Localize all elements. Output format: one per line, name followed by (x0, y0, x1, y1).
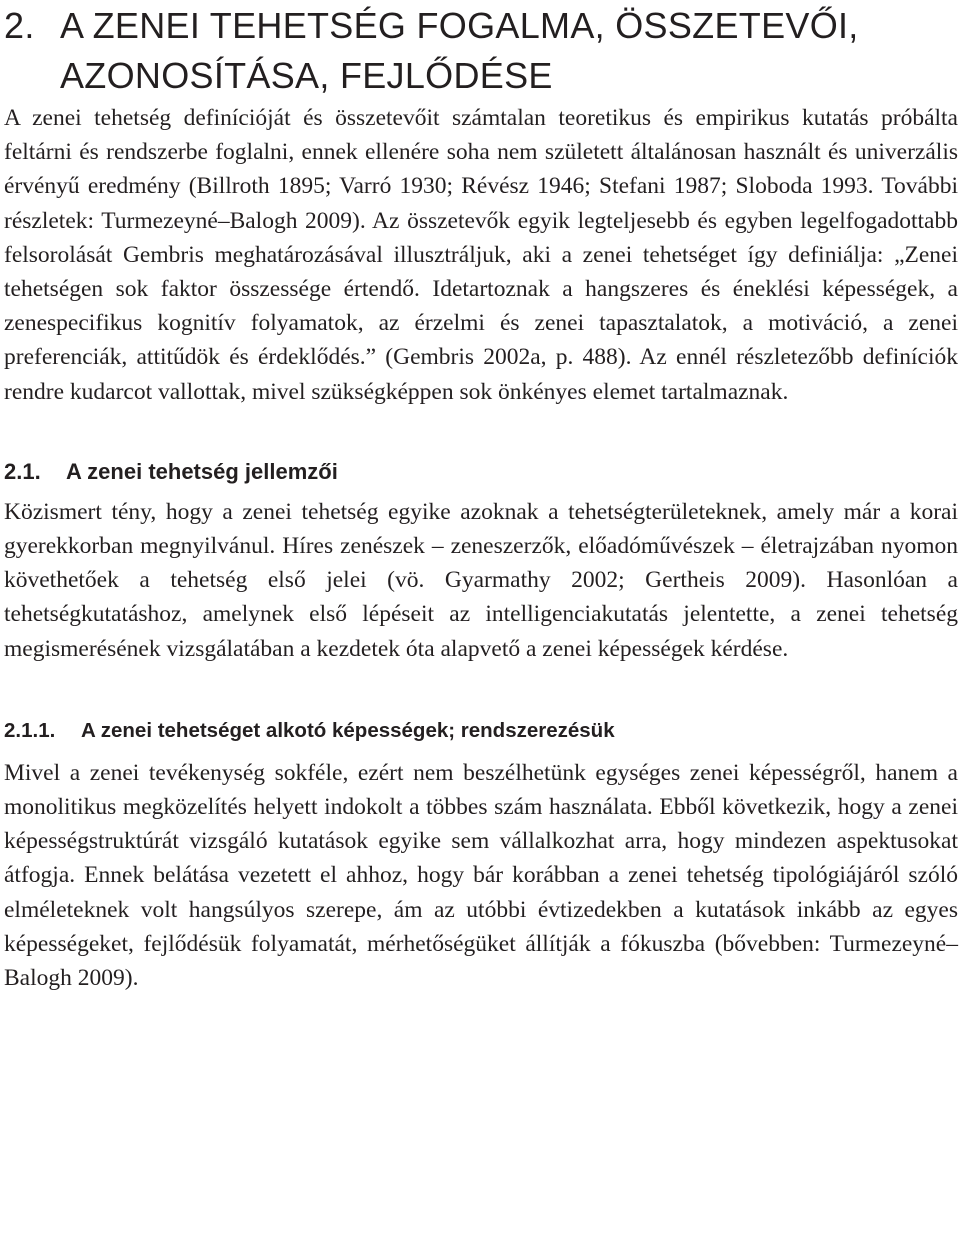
section-2-1-paragraph: Közismert tény, hogy a zenei tehetség egyike azoknak a tehetségterületeknek, amely már a korai gyerekkorban megnyilvánul. Híres zenészek – zeneszerzők, előadóművészek – életrajzában nyomon követhetőek a tehetség első jelei (vö. Gyarmathy 2002; Gertheis 2009). Hasonlóan a tehetségkutatáshoz, amelynek első lépéseit az intelligenciakutatás jelentette, a zenei tehetség megismerésének vizsgálatában a kezdetek óta alapvető a zenei képességek kérdése. (4, 498, 958, 662)
section-number: 2.1. (4, 458, 41, 484)
section-title: A zenei tehetség jellemzői (66, 458, 338, 484)
subsection-number: 2.1.1. (4, 718, 56, 742)
subsection-title: A zenei tehetséget alkotó képességek; rendszerezésük (81, 718, 615, 742)
section-heading-2-1 (4, 455, 958, 489)
intro-paragraph: A zenei tehetség definícióját és összetevőit számtalan teoretikus és empirikus kutatás próbálta feltárni és rendszerbe foglalni, ennek ellenére soha nem született általánosan használt és univerzális érvényű eredmény (Billroth 1895; Varró 1930; Révész 1946; Stefani 1987; Sloboda 1993. További részletek: Turmezeyné–Balogh 2009). Az összetevők egyik legteljesebb és egyben legelfogadottabb felsorolását Gembris meghatározásával illusztráljuk, aki a zenei tehetséget így definiálja: „Zenei tehetségen sok faktor összessége értendő. Idetartoznak a hangszeres és éneklési képességek, a zenespecifikus kognitív folyamatok, az érzelmi és zenei tapasztalatok, a motiváció, a zenei preferenciák, attitűdök és érdeklődés.” (Gembris 2002a, p. 488). Az ennél részletezőbb definíciók rendre kudarcot vallottak, mivel szükségképpen sok önkényes elemet tartalmaznak. (4, 105, 958, 405)
chapter-title (4, 0, 958, 101)
subsection-heading-2-1-1 (4, 714, 958, 748)
chapter-title-line-2: AZONOSÍTÁSA, FEJLŐDÉSE (60, 55, 553, 96)
chapter-number: 2. (4, 5, 35, 46)
book-page (4, 0, 958, 995)
section-2-1-1-paragraph: Mivel a zenei tevékenység sokféle, ezért nem beszélhetünk egységes zenei képességről, hanem a monolitikus megközelítés helyett indokolt a többes szám használata. Ebből következik, hogy a zenei képességstruktúrát vizsgáló kutatások egyike sem vállalkozhat arra, hogy mindezen aspektusokat átfogja. Ennek belátása vezetett el ahhoz, hogy bár korábban a zenei tehetség tipológiájáról szóló elméleteknek volt hangsúlyos szerepe, ám az utóbbi évtizedekben a kutatások inkább az egyes képességeket, fejlődésük folyamatát, mérhetőségüket állítják a fókuszba (bővebben: Turmezeyné–Balogh 2009). (4, 759, 958, 992)
chapter-title-line-1: A ZENEI TEHETSÉG FOGALMA, ÖSSZETEVŐI, (60, 5, 859, 46)
